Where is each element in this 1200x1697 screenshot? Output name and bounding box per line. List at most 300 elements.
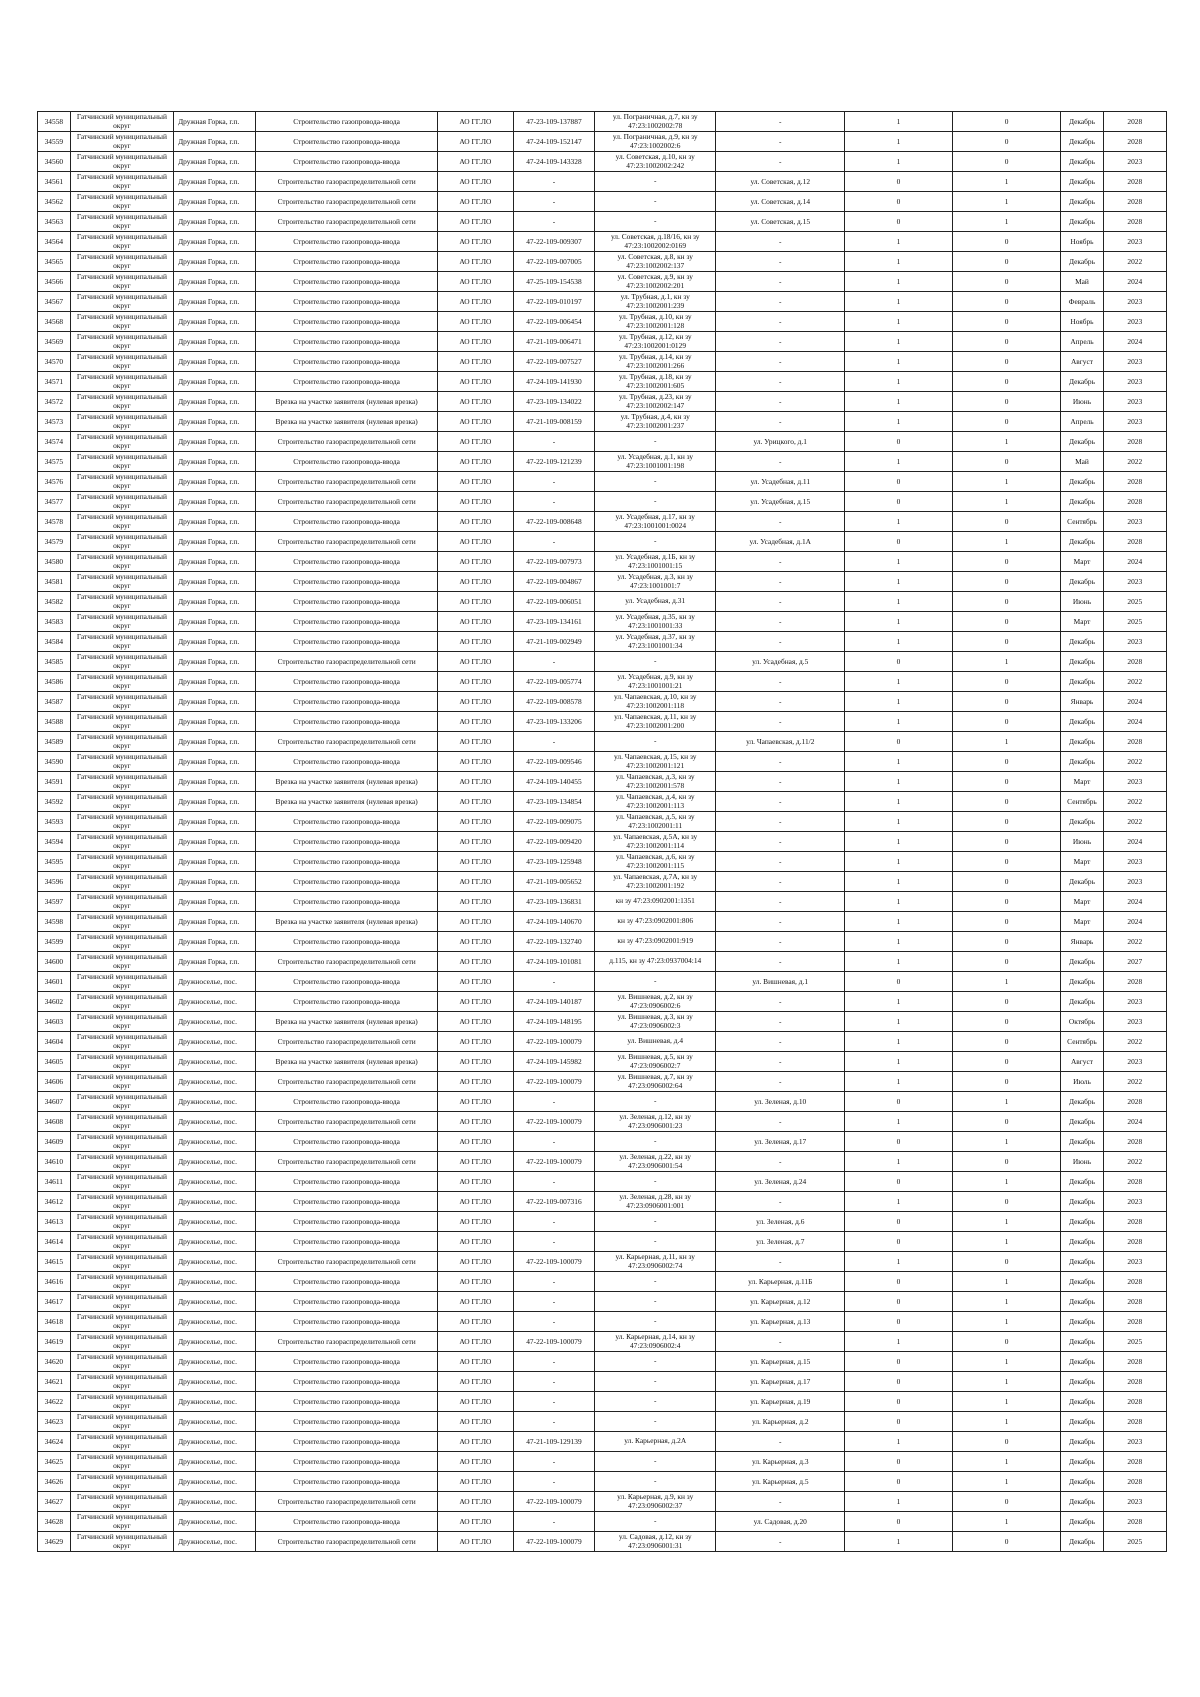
application-number-cell: 47-23-109-133206: [513, 712, 594, 732]
municipal-district-cell: Гатчинский муниципальный округ: [70, 372, 173, 392]
count-b-cell: 1: [952, 1412, 1061, 1432]
count-a-cell: 1: [845, 1332, 953, 1352]
work-type-cell: Врезка на участке заявителя (нулевая врезка): [256, 412, 437, 432]
month-cell: Декабрь: [1061, 1232, 1103, 1252]
count-a-cell: 1: [845, 1532, 953, 1552]
organization-cell: АО ГГ.ЛО: [437, 732, 513, 752]
table-row: [38, 1112, 1167, 1132]
organization-cell: АО ГГ.ЛО: [437, 1472, 513, 1492]
month-cell: Декабрь: [1061, 1312, 1103, 1332]
address-cadastral-cell: ул. Карьерная, д.11, кн зу 47:23:0906002:74: [595, 1252, 716, 1272]
address-cell: -: [716, 1192, 845, 1212]
address-cell: -: [716, 812, 845, 832]
count-a-cell: 1: [845, 452, 953, 472]
settlement-cell: Дружноселье, пос.: [174, 1052, 256, 1072]
month-cell: Июль: [1061, 1072, 1103, 1092]
application-number-cell: 47-23-109-137887: [513, 112, 594, 132]
settlement-cell: Дружная Горка, г.п.: [174, 792, 256, 812]
year-cell: 2028: [1103, 972, 1166, 992]
settlement-cell: Дружная Горка, г.п.: [174, 372, 256, 392]
count-b-cell: 0: [952, 232, 1061, 252]
count-b-cell: 1: [952, 532, 1061, 552]
address-cadastral-cell: ул. Пограничная, д.7, кн зу 47:23:1002002:78: [595, 112, 716, 132]
count-a-cell: 1: [845, 512, 953, 532]
month-cell: Декабрь: [1061, 1512, 1103, 1532]
row-number-cell: 34627: [38, 1492, 71, 1512]
address-cadastral-cell: ул. Вишневая, д.2, кн зу 47:23:0906002:6: [595, 992, 716, 1012]
organization-cell: АО ГГ.ЛО: [437, 632, 513, 652]
count-b-cell: 0: [952, 1152, 1061, 1172]
application-number-cell: -: [513, 1512, 594, 1532]
count-b-cell: 0: [952, 932, 1061, 952]
row-number-cell: 34568: [38, 312, 71, 332]
address-cadastral-cell: ул. Чапаевская, д.5, кн зу 47:23:1002001:11: [595, 812, 716, 832]
application-number-cell: 47-22-109-007527: [513, 352, 594, 372]
municipal-district-cell: Гатчинский муниципальный округ: [70, 1452, 173, 1472]
row-number-cell: 34586: [38, 672, 71, 692]
municipal-district-cell: Гатчинский муниципальный округ: [70, 592, 173, 612]
month-cell: Декабрь: [1061, 1292, 1103, 1312]
row-number-cell: 34612: [38, 1192, 71, 1212]
address-cell: ул. Карьерная, д.13: [716, 1312, 845, 1332]
municipal-district-cell: Гатчинский муниципальный округ: [70, 332, 173, 352]
municipal-district-cell: Гатчинский муниципальный округ: [70, 532, 173, 552]
count-a-cell: 1: [845, 832, 953, 852]
year-cell: 2028: [1103, 1092, 1166, 1112]
application-number-cell: -: [513, 1372, 594, 1392]
address-cadastral-cell: ул. Вишневая, д.5, кн зу 47:23:0906002:7: [595, 1052, 716, 1072]
table-row: [38, 312, 1167, 332]
work-type-cell: Строительство газопровода-ввода: [256, 1132, 437, 1152]
year-cell: 2028: [1103, 212, 1166, 232]
month-cell: Апрель: [1061, 412, 1103, 432]
count-b-cell: 0: [952, 312, 1061, 332]
settlement-cell: Дружная Горка, г.п.: [174, 272, 256, 292]
count-a-cell: 1: [845, 352, 953, 372]
month-cell: Июнь: [1061, 392, 1103, 412]
municipal-district-cell: Гатчинский муниципальный округ: [70, 1072, 173, 1092]
organization-cell: АО ГГ.ЛО: [437, 312, 513, 332]
municipal-district-cell: Гатчинский муниципальный округ: [70, 692, 173, 712]
settlement-cell: Дружная Горка, г.п.: [174, 252, 256, 272]
work-type-cell: Строительство газопровода-ввода: [256, 692, 437, 712]
organization-cell: АО ГГ.ЛО: [437, 292, 513, 312]
work-type-cell: Строительство газопровода-ввода: [256, 612, 437, 632]
settlement-cell: Дружноселье, пос.: [174, 1212, 256, 1232]
address-cadastral-cell: -: [595, 532, 716, 552]
address-cadastral-cell: -: [595, 172, 716, 192]
work-type-cell: Строительство газопровода-ввода: [256, 1472, 437, 1492]
work-type-cell: Строительство газопровода-ввода: [256, 1372, 437, 1392]
application-number-cell: 47-23-109-125948: [513, 852, 594, 872]
work-type-cell: Строительство газопровода-ввода: [256, 752, 437, 772]
municipal-district-cell: Гатчинский муниципальный округ: [70, 432, 173, 452]
row-number-cell: 34624: [38, 1432, 71, 1452]
settlement-cell: Дружная Горка, г.п.: [174, 552, 256, 572]
count-a-cell: 1: [845, 132, 953, 152]
address-cell: ул. Усадебная, д.1А: [716, 532, 845, 552]
municipal-district-cell: Гатчинский муниципальный округ: [70, 572, 173, 592]
row-number-cell: 34603: [38, 1012, 71, 1032]
year-cell: 2023: [1103, 312, 1166, 332]
organization-cell: АО ГГ.ЛО: [437, 912, 513, 932]
organization-cell: АО ГГ.ЛО: [437, 1232, 513, 1252]
year-cell: 2028: [1103, 492, 1166, 512]
count-a-cell: 1: [845, 1252, 953, 1272]
count-a-cell: 0: [845, 1172, 953, 1192]
table-row: [38, 1332, 1167, 1352]
settlement-cell: Дружноселье, пос.: [174, 1292, 256, 1312]
organization-cell: АО ГГ.ЛО: [437, 492, 513, 512]
municipal-district-cell: Гатчинский муниципальный округ: [70, 912, 173, 932]
count-b-cell: 0: [952, 272, 1061, 292]
address-cadastral-cell: ул. Советская, д.8, кн зу 47:23:1002002:137: [595, 252, 716, 272]
count-a-cell: 0: [845, 1092, 953, 1112]
work-type-cell: Строительство газопровода-ввода: [256, 372, 437, 392]
settlement-cell: Дружноселье, пос.: [174, 1252, 256, 1272]
address-cell: -: [716, 332, 845, 352]
work-type-cell: Врезка на участке заявителя (нулевая врезка): [256, 792, 437, 812]
settlement-cell: Дружная Горка, г.п.: [174, 592, 256, 612]
year-cell: 2022: [1103, 1152, 1166, 1172]
address-cell: ул. Зеленая, д.24: [716, 1172, 845, 1192]
row-number-cell: 34571: [38, 372, 71, 392]
settlement-cell: Дружноселье, пос.: [174, 1032, 256, 1052]
address-cell: ул. Карьерная, д.19: [716, 1392, 845, 1412]
row-number-cell: 34599: [38, 932, 71, 952]
settlement-cell: Дружная Горка, г.п.: [174, 412, 256, 432]
table-row: [38, 1172, 1167, 1192]
organization-cell: АО ГГ.ЛО: [437, 1512, 513, 1532]
settlement-cell: Дружноселье, пос.: [174, 1092, 256, 1112]
address-cadastral-cell: ул. Зеленая, д.12, кн зу 47:23:0906001:23: [595, 1112, 716, 1132]
municipal-district-cell: Гатчинский муниципальный округ: [70, 1232, 173, 1252]
table-row: [38, 432, 1167, 452]
municipal-district-cell: Гатчинский муниципальный округ: [70, 452, 173, 472]
month-cell: Декабрь: [1061, 1172, 1103, 1192]
municipal-district-cell: Гатчинский муниципальный округ: [70, 812, 173, 832]
table-row: [38, 192, 1167, 212]
address-cell: ул. Усадебная, д.15: [716, 492, 845, 512]
work-type-cell: Строительство газопровода-ввода: [256, 272, 437, 292]
row-number-cell: 34580: [38, 552, 71, 572]
row-number-cell: 34590: [38, 752, 71, 772]
count-b-cell: 0: [952, 1192, 1061, 1212]
address-cadastral-cell: -: [595, 492, 716, 512]
application-number-cell: 47-24-109-140455: [513, 772, 594, 792]
work-type-cell: Строительство газопровода-ввода: [256, 672, 437, 692]
year-cell: 2028: [1103, 172, 1166, 192]
application-number-cell: -: [513, 1412, 594, 1432]
work-type-cell: Строительство газопровода-ввода: [256, 552, 437, 572]
settlement-cell: Дружная Горка, г.п.: [174, 132, 256, 152]
work-type-cell: Строительство газопровода-ввода: [256, 1212, 437, 1232]
settlement-cell: Дружноселье, пос.: [174, 1392, 256, 1412]
month-cell: Декабрь: [1061, 1192, 1103, 1212]
count-b-cell: 0: [952, 1112, 1061, 1132]
count-b-cell: 1: [952, 172, 1061, 192]
count-b-cell: 0: [952, 912, 1061, 932]
settlement-cell: Дружная Горка, г.п.: [174, 172, 256, 192]
work-type-cell: Строительство газопровода-ввода: [256, 152, 437, 172]
settlement-cell: Дружная Горка, г.п.: [174, 772, 256, 792]
count-a-cell: 1: [845, 572, 953, 592]
organization-cell: АО ГГ.ЛО: [437, 1152, 513, 1172]
count-a-cell: 0: [845, 972, 953, 992]
organization-cell: АО ГГ.ЛО: [437, 132, 513, 152]
settlement-cell: Дружная Горка, г.п.: [174, 712, 256, 732]
table-row: [38, 552, 1167, 572]
count-a-cell: 0: [845, 172, 953, 192]
organization-cell: АО ГГ.ЛО: [437, 932, 513, 952]
address-cell: -: [716, 1032, 845, 1052]
address-cell: -: [716, 872, 845, 892]
month-cell: Декабрь: [1061, 432, 1103, 452]
organization-cell: АО ГГ.ЛО: [437, 812, 513, 832]
organization-cell: АО ГГ.ЛО: [437, 1012, 513, 1032]
settlement-cell: Дружноселье, пос.: [174, 972, 256, 992]
table-row: [38, 732, 1167, 752]
address-cadastral-cell: -: [595, 1232, 716, 1252]
count-b-cell: 0: [952, 692, 1061, 712]
month-cell: Март: [1061, 852, 1103, 872]
municipal-district-cell: Гатчинский муниципальный округ: [70, 492, 173, 512]
row-number-cell: 34581: [38, 572, 71, 592]
address-cell: -: [716, 1252, 845, 1272]
municipal-district-cell: Гатчинский муниципальный округ: [70, 612, 173, 632]
row-number-cell: 34613: [38, 1212, 71, 1232]
settlement-cell: Дружная Горка, г.п.: [174, 672, 256, 692]
address-cadastral-cell: ул. Трубная, д.4, кн зу 47:23:1002001:237: [595, 412, 716, 432]
settlement-cell: Дружная Горка, г.п.: [174, 632, 256, 652]
table-row: [38, 992, 1167, 1012]
application-number-cell: 47-22-109-009546: [513, 752, 594, 772]
work-type-cell: Строительство газопровода-ввода: [256, 592, 437, 612]
count-b-cell: 0: [952, 872, 1061, 892]
count-b-cell: 1: [952, 1372, 1061, 1392]
month-cell: Ноябрь: [1061, 232, 1103, 252]
organization-cell: АО ГГ.ЛО: [437, 392, 513, 412]
table-row: [38, 852, 1167, 872]
row-number-cell: 34558: [38, 112, 71, 132]
row-number-cell: 34602: [38, 992, 71, 1012]
count-b-cell: 0: [952, 152, 1061, 172]
municipal-district-cell: Гатчинский муниципальный округ: [70, 1252, 173, 1272]
application-number-cell: 47-22-109-100079: [513, 1032, 594, 1052]
count-a-cell: 1: [845, 1432, 953, 1452]
address-cell: -: [716, 1532, 845, 1552]
year-cell: 2028: [1103, 1232, 1166, 1252]
application-number-cell: 47-22-109-132740: [513, 932, 594, 952]
address-cadastral-cell: ул. Садовая, д.12, кн зу 47:23:0906001:31: [595, 1532, 716, 1552]
application-number-cell: 47-22-109-010197: [513, 292, 594, 312]
address-cadastral-cell: ул. Трубная, д.12, кн зу 47:23:1002001:0129: [595, 332, 716, 352]
address-cadastral-cell: -: [595, 972, 716, 992]
address-cadastral-cell: ул. Усадебная, д.31: [595, 592, 716, 612]
address-cell: -: [716, 552, 845, 572]
count-b-cell: 1: [952, 472, 1061, 492]
municipal-district-cell: Гатчинский муниципальный округ: [70, 1032, 173, 1052]
work-type-cell: Строительство газораспределительной сети: [256, 172, 437, 192]
count-a-cell: 1: [845, 412, 953, 432]
address-cadastral-cell: -: [595, 1452, 716, 1472]
row-number-cell: 34604: [38, 1032, 71, 1052]
address-cell: -: [716, 232, 845, 252]
municipal-district-cell: Гатчинский муниципальный округ: [70, 1292, 173, 1312]
work-type-cell: Строительство газопровода-ввода: [256, 312, 437, 332]
application-number-cell: -: [513, 1392, 594, 1412]
organization-cell: АО ГГ.ЛО: [437, 792, 513, 812]
settlement-cell: Дружноселье, пос.: [174, 1532, 256, 1552]
application-number-cell: 47-24-109-148195: [513, 1012, 594, 1032]
organization-cell: АО ГГ.ЛО: [437, 852, 513, 872]
application-number-cell: -: [513, 972, 594, 992]
month-cell: Февраль: [1061, 292, 1103, 312]
count-b-cell: 0: [952, 632, 1061, 652]
count-a-cell: 0: [845, 532, 953, 552]
address-cell: -: [716, 372, 845, 392]
row-number-cell: 34605: [38, 1052, 71, 1072]
row-number-cell: 34585: [38, 652, 71, 672]
work-type-cell: Строительство газопровода-ввода: [256, 1232, 437, 1252]
count-b-cell: 0: [952, 332, 1061, 352]
municipal-district-cell: Гатчинский муниципальный округ: [70, 652, 173, 672]
address-cell: -: [716, 572, 845, 592]
table-row: [38, 1152, 1167, 1172]
organization-cell: АО ГГ.ЛО: [437, 892, 513, 912]
row-number-cell: 34600: [38, 952, 71, 972]
organization-cell: АО ГГ.ЛО: [437, 252, 513, 272]
address-cadastral-cell: -: [595, 472, 716, 492]
address-cadastral-cell: ул. Трубная, д.10, кн зу 47:23:1002001:128: [595, 312, 716, 332]
organization-cell: АО ГГ.ЛО: [437, 1312, 513, 1332]
address-cell: ул. Вишневая, д.1: [716, 972, 845, 992]
row-number-cell: 34569: [38, 332, 71, 352]
year-cell: 2028: [1103, 1452, 1166, 1472]
count-b-cell: 1: [952, 652, 1061, 672]
row-number-cell: 34560: [38, 152, 71, 172]
month-cell: Декабрь: [1061, 632, 1103, 652]
municipal-district-cell: Гатчинский муниципальный округ: [70, 1132, 173, 1152]
year-cell: 2023: [1103, 232, 1166, 252]
table-row: [38, 352, 1167, 372]
address-cadastral-cell: ул. Трубная, д.18, кн зу 47:23:1002001:605: [595, 372, 716, 392]
address-cell: ул. Карьерная, д.11Б: [716, 1272, 845, 1292]
count-a-cell: 1: [845, 812, 953, 832]
work-type-cell: Строительство газопровода-ввода: [256, 252, 437, 272]
row-number-cell: 34629: [38, 1532, 71, 1552]
municipal-district-cell: Гатчинский муниципальный округ: [70, 1272, 173, 1292]
month-cell: Декабрь: [1061, 992, 1103, 1012]
municipal-district-cell: Гатчинский муниципальный округ: [70, 212, 173, 232]
count-b-cell: 1: [952, 492, 1061, 512]
month-cell: Декабрь: [1061, 1112, 1103, 1132]
table-row: [38, 1132, 1167, 1152]
month-cell: Июнь: [1061, 832, 1103, 852]
row-number-cell: 34615: [38, 1252, 71, 1272]
month-cell: Сентябрь: [1061, 792, 1103, 812]
settlement-cell: Дружная Горка, г.п.: [174, 912, 256, 932]
settlement-cell: Дружная Горка, г.п.: [174, 192, 256, 212]
application-number-cell: 47-21-109-008159: [513, 412, 594, 432]
count-a-cell: 1: [845, 332, 953, 352]
settlement-cell: Дружная Горка, г.п.: [174, 872, 256, 892]
month-cell: Декабрь: [1061, 132, 1103, 152]
address-cadastral-cell: кн зу 47:23:0902001:1351: [595, 892, 716, 912]
table-row: [38, 1272, 1167, 1292]
address-cell: -: [716, 452, 845, 472]
address-cell: -: [716, 132, 845, 152]
year-cell: 2023: [1103, 632, 1166, 652]
municipal-district-cell: Гатчинский муниципальный округ: [70, 712, 173, 732]
month-cell: Декабрь: [1061, 1412, 1103, 1432]
settlement-cell: Дружная Горка, г.п.: [174, 452, 256, 472]
municipal-district-cell: Гатчинский муниципальный округ: [70, 1472, 173, 1492]
address-cadastral-cell: ул. Карьерная, д.14, кн зу 47:23:0906002:4: [595, 1332, 716, 1352]
table-row: [38, 712, 1167, 732]
row-number-cell: 34610: [38, 1152, 71, 1172]
address-cadastral-cell: -: [595, 212, 716, 232]
row-number-cell: 34607: [38, 1092, 71, 1112]
year-cell: 2028: [1103, 132, 1166, 152]
table-row: [38, 1492, 1167, 1512]
count-a-cell: 1: [845, 772, 953, 792]
settlement-cell: Дружноселье, пос.: [174, 1372, 256, 1392]
organization-cell: АО ГГ.ЛО: [437, 1112, 513, 1132]
count-b-cell: 1: [952, 1272, 1061, 1292]
row-number-cell: 34578: [38, 512, 71, 532]
row-number-cell: 34562: [38, 192, 71, 212]
settlement-cell: Дружная Горка, г.п.: [174, 832, 256, 852]
settlement-cell: Дружная Горка, г.п.: [174, 492, 256, 512]
year-cell: 2028: [1103, 1132, 1166, 1152]
organization-cell: АО ГГ.ЛО: [437, 1172, 513, 1192]
address-cadastral-cell: -: [595, 652, 716, 672]
count-a-cell: 1: [845, 692, 953, 712]
settlement-cell: Дружноселье, пос.: [174, 1312, 256, 1332]
table-row: [38, 632, 1167, 652]
year-cell: 2028: [1103, 1372, 1166, 1392]
table-row: [38, 752, 1167, 772]
table-row: [38, 912, 1167, 932]
table-row: [38, 532, 1167, 552]
year-cell: 2022: [1103, 932, 1166, 952]
count-b-cell: 1: [952, 1212, 1061, 1232]
municipal-district-cell: Гатчинский муниципальный округ: [70, 472, 173, 492]
row-number-cell: 34626: [38, 1472, 71, 1492]
application-number-cell: 47-22-109-100079: [513, 1492, 594, 1512]
application-number-cell: 47-22-109-006051: [513, 592, 594, 612]
month-cell: Декабрь: [1061, 1332, 1103, 1352]
table-row: [38, 472, 1167, 492]
municipal-district-cell: Гатчинский муниципальный округ: [70, 1532, 173, 1552]
table-row: [38, 272, 1167, 292]
row-number-cell: 34598: [38, 912, 71, 932]
address-cell: ул. Зеленая, д.17: [716, 1132, 845, 1152]
address-cell: -: [716, 1012, 845, 1032]
address-cadastral-cell: ул. Чапаевская, д.6, кн зу 47:23:1002001:115: [595, 852, 716, 872]
settlement-cell: Дружная Горка, г.п.: [174, 352, 256, 372]
month-cell: Декабрь: [1061, 372, 1103, 392]
count-b-cell: 0: [952, 892, 1061, 912]
address-cadastral-cell: -: [595, 1392, 716, 1412]
work-type-cell: Строительство газопровода-ввода: [256, 632, 437, 652]
month-cell: Июнь: [1061, 592, 1103, 612]
address-cadastral-cell: кн зу 47:23:0902001:806: [595, 912, 716, 932]
count-a-cell: 1: [845, 892, 953, 912]
month-cell: Декабрь: [1061, 532, 1103, 552]
count-b-cell: 1: [952, 1232, 1061, 1252]
